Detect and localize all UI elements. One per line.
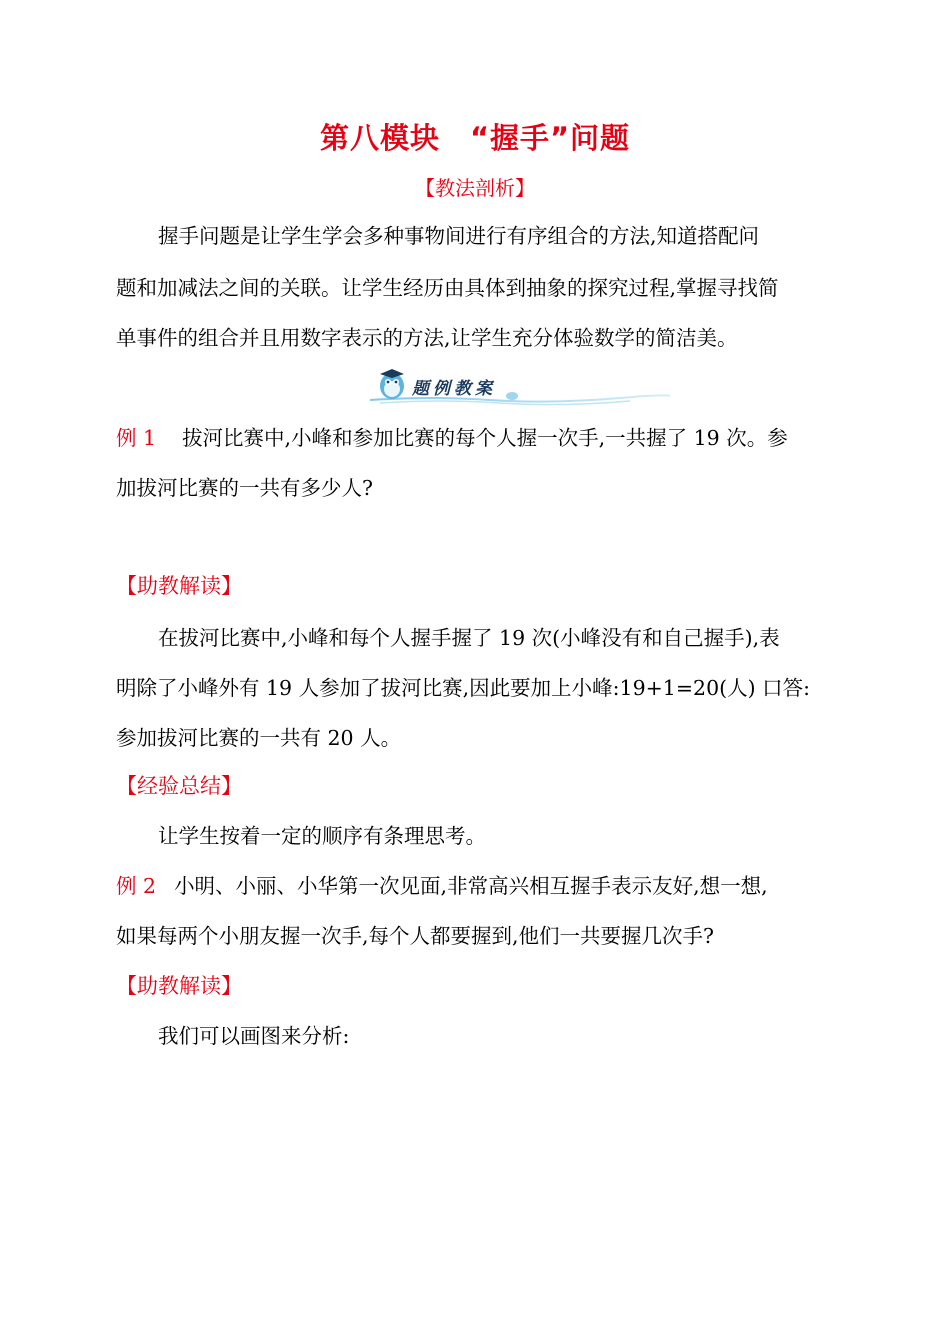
analysis2-text: 我们可以画图来分析: [158, 1024, 350, 1048]
example1-line-1 [116, 428, 788, 449]
section-heading-teaching-analysis: 【教法剖析】 [415, 176, 535, 200]
example1-label: 例 1 [116, 426, 157, 450]
intro-line-1: 握手问题是让学生学会多种事物间进行有序组合的方法,知道搭配问 [158, 224, 760, 248]
example2-line-1 [116, 876, 768, 897]
example1-line-2: 加拔河比赛的一共有多少人? [116, 476, 373, 500]
example2-label: 例 2 [116, 874, 157, 898]
banner-label: 题例教案 [412, 379, 496, 399]
analysis2-tag: 【助教解读】 [116, 974, 242, 998]
intro-line-3: 单事件的组合并且用数字表示的方法,让学生充分体验数学的简洁美。 [116, 326, 738, 350]
example1-text-1: 拔河比赛中,小峰和参加比赛的每个人握一次手,一共握了 19 次。参 [182, 426, 788, 450]
summary-text: 让学生按着一定的顺序有条理思考。 [158, 824, 486, 848]
analysis1-line-1: 在拔河比赛中,小峰和每个人握手握了 19 次(小峰没有和自己握手),表 [158, 626, 780, 650]
example-banner [370, 366, 670, 410]
example2-line-2: 如果每两个小朋友握一次手,每个人都要握到,他们一共要握几次手? [116, 924, 715, 948]
analysis1-line-2: 明除了小峰外有 19 人参加了拔河比赛,因此要加上小峰:19+1=20(人) 口答: [116, 676, 811, 700]
summary-tag: 【经验总结】 [116, 774, 242, 798]
analysis1-line-3: 参加拔河比赛的一共有 20 人。 [116, 726, 402, 750]
example2-text-1: 小明、小丽、小华第一次见面,非常高兴相互握手表示友好,想一想, [174, 874, 768, 898]
analysis1-tag: 【助教解读】 [116, 574, 242, 598]
intro-line-2: 题和加减法之间的关联。让学生经历由具体到抽象的探究过程,掌握寻找简 [116, 276, 779, 300]
page-title: 第八模块 “握手”问题 [319, 121, 631, 155]
